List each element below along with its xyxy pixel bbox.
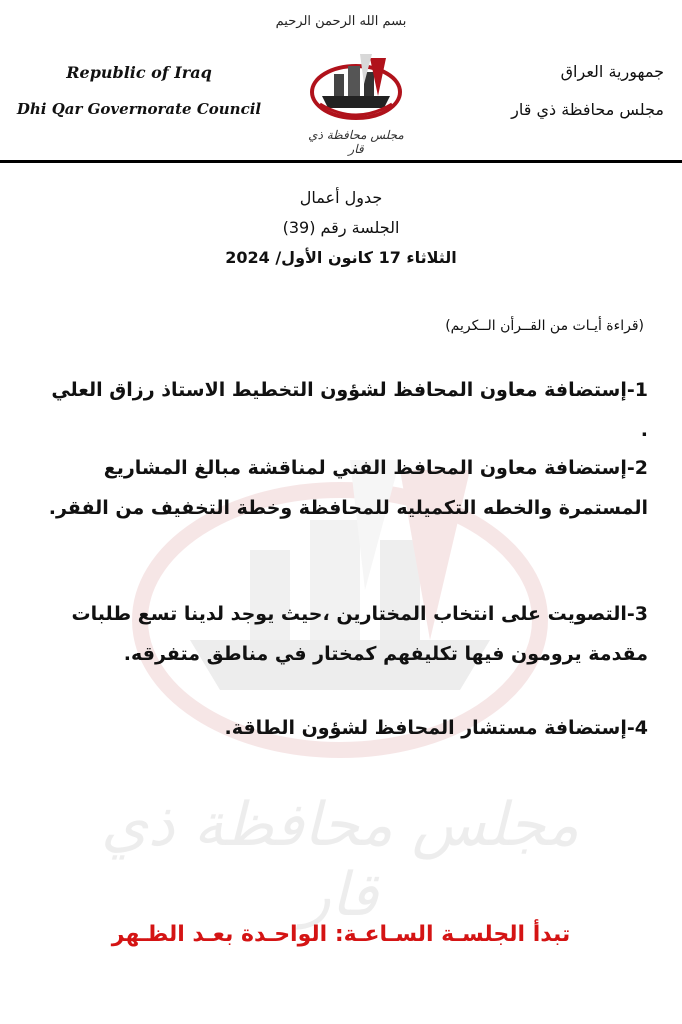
basmala: بسم الله الرحمن الرحيم [275,14,407,29]
english-header [8,58,270,124]
session-start-time: تبدأ الجلسـة السـاعـة: الواحـدة بعـد الظـهر [111,922,571,947]
arabic-council: مجلس محافظة ذي قار [511,100,664,119]
english-council: Dhi Qar Governorate Council [16,100,262,118]
logo-caption: مجلس محافظة ذي قار [308,128,404,156]
agenda-item-2: 2-إستضافة معاون المحافظ الفني لمناقشة مبالغ المشاريع المستمرة والخطه التكميليه للمحافظة وخطة التخفيف من الفقر. [48,457,648,519]
agenda-item-4: 4-إستضافة مستشار المحافظ لشؤون الطاقة. [224,717,648,739]
arabic-country: جمهورية العراق [560,62,664,81]
session-number: الجلسة رقم (39) [282,218,400,237]
agenda-item-1: 1-إستضافة معاون المحافظ لشؤون التخطيط الاستاذ رزاق العلي . [51,379,648,441]
watermark-text: مجلس محافظة ذي قار [100,790,580,930]
agenda-title-block [0,183,682,273]
logo-emblem-icon [300,44,412,134]
agenda-item-3: 3-التصويت على انتخاب المختارين ،حيث يوجد لدينا تسع طلبات مقدمة يرومون فيها تكليفهم كمختار في مناطق متفرقه. [71,603,648,665]
english-country: Republic of Iraq [66,63,212,82]
agenda-title: جدول أعمال [299,188,383,207]
arabic-header [444,56,664,126]
quran-note: (قراءة أيـات من القــرأن الــكريم) [445,318,644,334]
header-divider [0,160,682,163]
session-date: الثلاثاء 17 كانون الأول/ 2024 [225,248,457,267]
council-logo [300,44,412,156]
